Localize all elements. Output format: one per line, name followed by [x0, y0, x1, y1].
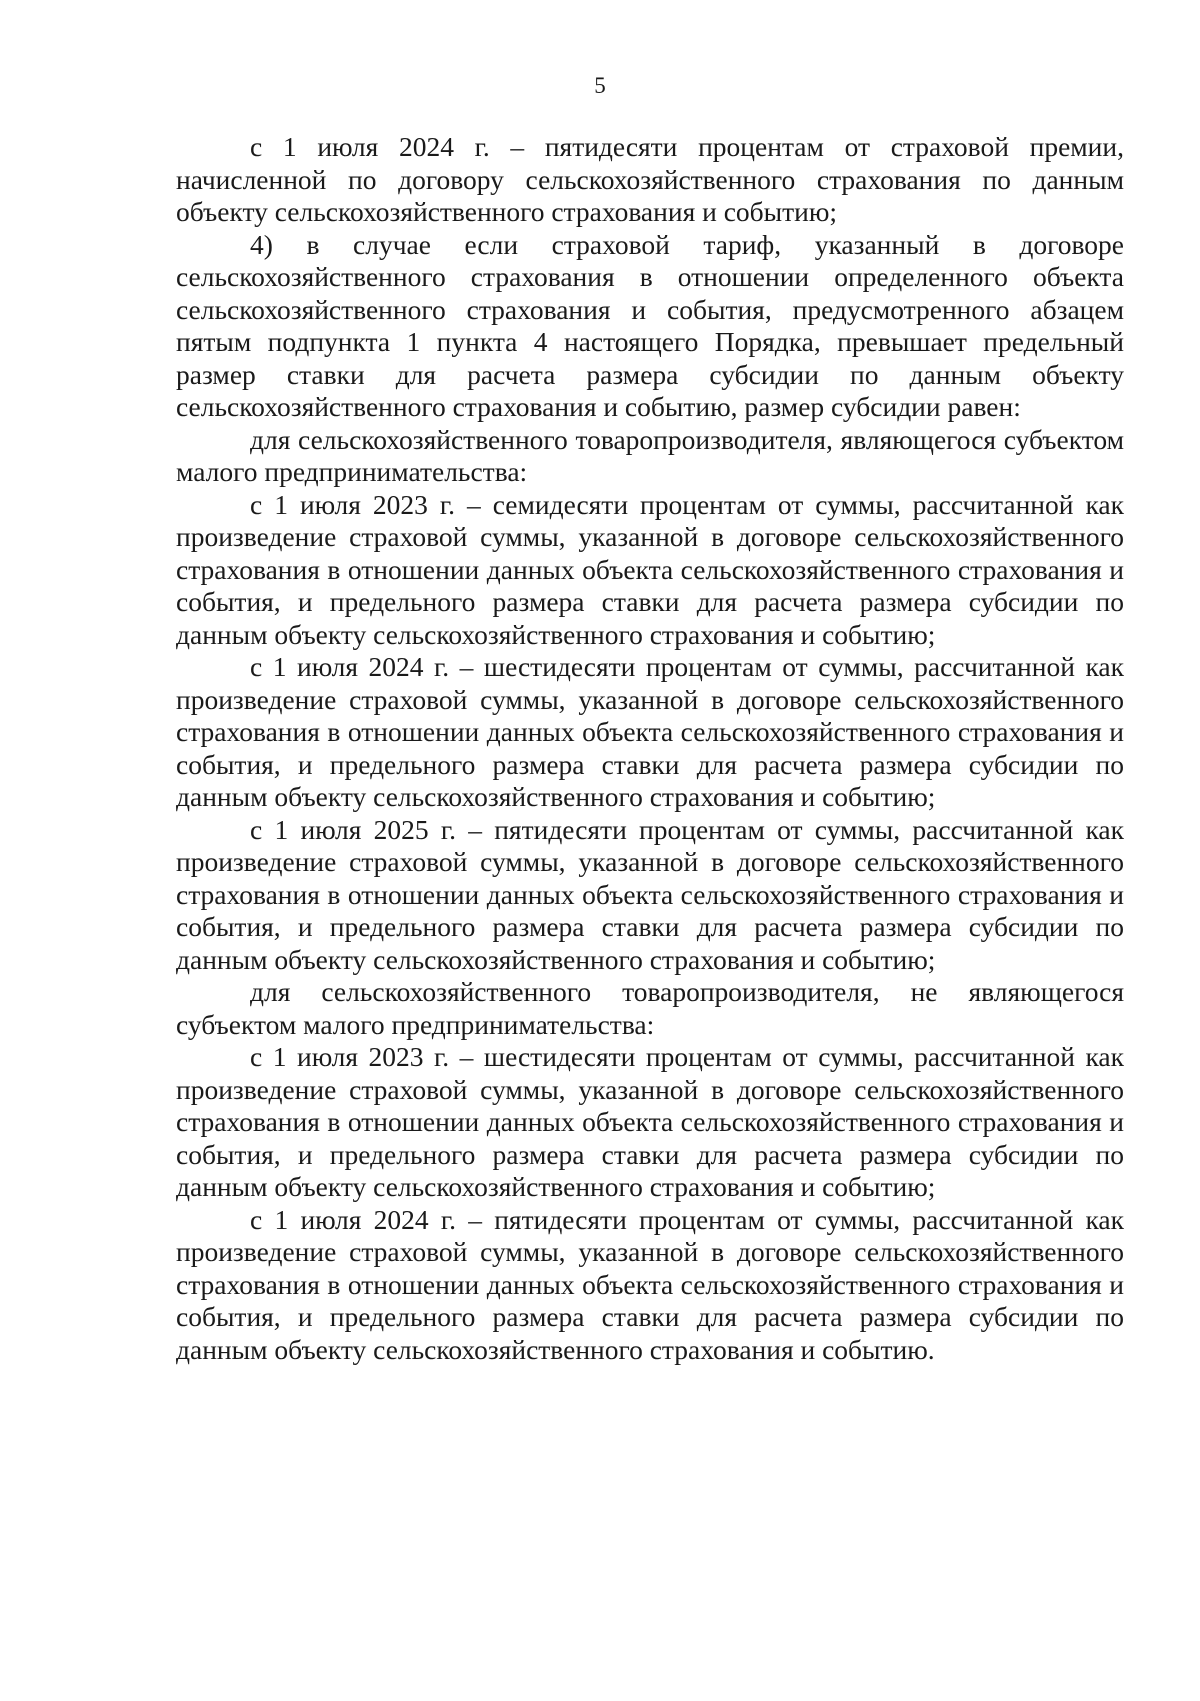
paragraph: для сельскохозяйственного товаропроизводителя, являющегося субъектом малого предпринимательства:: [176, 423, 1124, 487]
paragraph: с 1 июля 2025 г. – пятидесяти процентам от суммы, рассчитанной как произведение страховой суммы, указанной в договоре сельскохозяйственного страхования в отношении данных объекта сельскохозяйственного страхования и события, и предельного размера ставки для расчета размера субсидии по данным объекту сельскохозяйственного страхования и событию;: [176, 813, 1124, 975]
paragraph: с 1 июля 2024 г. – шестидесяти процентам от суммы, рассчитанной как произведение страховой суммы, указанной в договоре сельскохозяйственного страхования в отношении данных объекта сельскохозяйственного страхования и события, и предельного размера ставки для расчета размера субсидии по данным объекту сельскохозяйственного страхования и событию;: [176, 651, 1124, 812]
paragraph: с 1 июля 2024 г. – пятидесяти процентам от страховой премии, начисленной по договору сельскохозяйственного страхования по данным объекту сельскохозяйственного страхования и событию;: [176, 131, 1124, 227]
page-number: 5: [594, 73, 606, 98]
paragraph: 4) в случае если страховой тариф, указанный в договоре сельскохозяйственного страхования в отношении определенного объекта сельскохозяйственного страхования и события, предусмотренного абзацем пятым подпункта 1 пункта 4 настоящего Порядка, превышает предельный размер ставки для расчета размера субсидии по данным объекту сельскохозяйственного страхования и событию, размер субсидии равен:: [176, 228, 1124, 422]
paragraph: с 1 июля 2023 г. – семидесяти процентам от суммы, рассчитанной как произведение страховой суммы, указанной в договоре сельскохозяйственного страхования в отношении данных объекта сельскохозяйственного страхования и события, и предельного размера ставки для расчета размера субсидии по данным объекту сельскохозяйственного страхования и событию;: [176, 488, 1124, 650]
paragraph: с 1 июля 2024 г. – пятидесяти процентам от суммы, рассчитанной как произведение страховой суммы, указанной в договоре сельскохозяйственного страхования в отношении данных объекта сельскохозяйственного страхования и события, и предельного размера ставки для расчета размера субсидии по данным объекту сельскохозяйственного страхования и событию.: [176, 1203, 1124, 1365]
document-body: [176, 131, 1124, 1366]
paragraph: с 1 июля 2023 г. – шестидесяти процентам от суммы, рассчитанной как произведение страховой суммы, указанной в договоре сельскохозяйственного страхования в отношении данных объекта сельскохозяйственного страхования и события, и предельного размера ставки для расчета размера субсидии по данным объекту сельскохозяйственного страхования и событию;: [176, 1041, 1124, 1202]
paragraph: для сельскохозяйственного товаропроизводителя, не являющегося субъектом малого предпринимательства:: [176, 976, 1124, 1040]
